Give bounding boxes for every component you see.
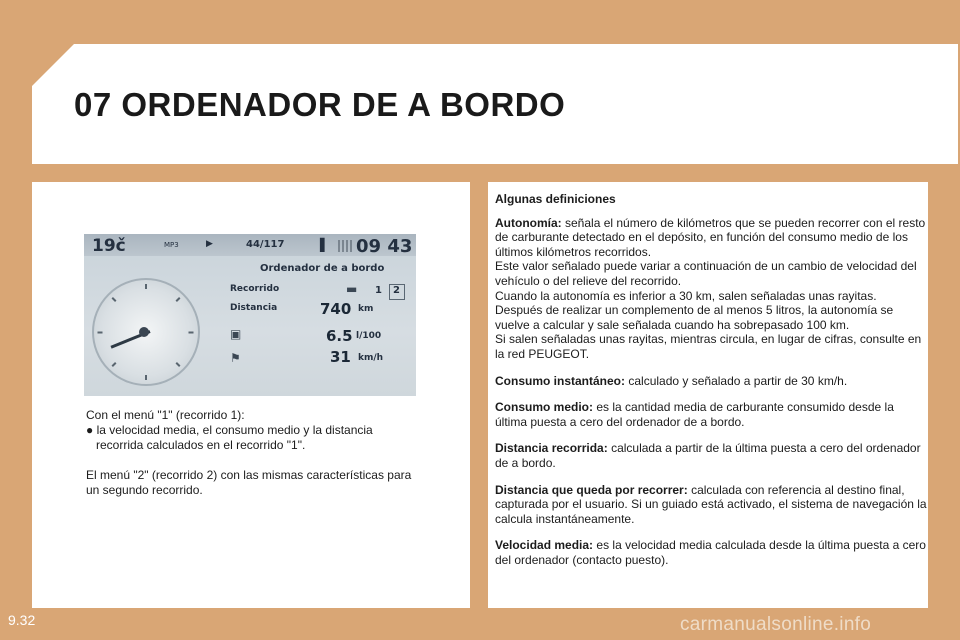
left-text-block: [86, 408, 416, 498]
menu-1-intro: Con el menú "1" (recorrido 1):: [86, 408, 245, 422]
speed-value: 31: [330, 348, 351, 366]
phone-icon: ▌: [320, 238, 330, 252]
autonomia-text-2: Este valor señalado puede variar a continuación de un cambio de velocidad del vehículo o del relieve del recorrido.: [495, 259, 917, 288]
trip-1-indicator: 1: [375, 285, 382, 296]
distance-unit: km: [358, 304, 374, 314]
page-title: 07 ORDENADOR DE A BORDO: [74, 86, 566, 123]
temperature-readout: 19č: [92, 236, 126, 256]
play-icon: ▶: [206, 239, 213, 249]
definitions-heading: Algunas definiciones: [495, 192, 616, 206]
velocidad-media-text: es la velocidad media calculada desde la última puesta a cero del ordenador (contacto puesto).: [495, 538, 926, 567]
page-number: 9.32: [8, 612, 36, 628]
distancia-recorrida-definition: [495, 441, 927, 470]
dial-gauge-icon: [92, 278, 200, 386]
distancia-queda-text: calculada con referencia al destino final, capturada por el usuario. Si un guiado está activado, el sistema de navegación la calcula instantáneamente.: [495, 482, 927, 526]
velocidad-media-definition: [495, 538, 927, 567]
track-counter: 44/117: [246, 239, 285, 250]
consumo-instantaneo-definition: [495, 374, 927, 389]
recorrido-label: Recorrido: [230, 284, 280, 294]
consumo-medio-term: Consumo medio:: [495, 400, 593, 415]
distancia-recorrida-text: calculada a partir de la última puesta a cero del ordenador de a bordo.: [495, 441, 921, 470]
autonomia-text-4: Si salen señaladas unas rayitas, mientras circula, en lugar de cifras, consulte en la red PEUGEOT.: [495, 332, 922, 361]
mp3-label: MP3: [164, 241, 179, 249]
menu-2-paragraph: El menú "2" (recorrido 2) con las mismas características para un segundo recorrido.: [86, 468, 412, 497]
signal-icon: [338, 240, 354, 252]
checkered-flag-icon: ⚑: [230, 351, 241, 365]
menu-1-bullet: ● la velocidad media, el consumo medio y la distancia recorrida calculados en el recorrido "1".: [86, 423, 373, 452]
distancia-queda-definition: [495, 483, 927, 527]
speed-unit: km/h: [358, 353, 384, 363]
distancia-recorrida-term: Distancia recorrida:: [495, 441, 608, 456]
autonomia-text-1: señala el número de kilómetros que se pueden recorrer con el resto de carburante detectado en el depósito, en función del consumo medio de los últimos kilómetros recorridos.: [495, 215, 926, 259]
fuel-icon: ▣: [230, 327, 242, 341]
velocidad-media-term: Velocidad media:: [495, 538, 594, 553]
autonomia-definition: [495, 216, 927, 362]
autonomia-text-3: Cuando la autonomía es inferior a 30 km, salen señaladas unas rayitas. Después de realizar un complemento de al menos 5 litros, la autonomía se vuelve a calcular y sale señalada cuando ha sobrepasado 100 km.: [495, 288, 894, 332]
trip-2-indicator: 2: [393, 285, 400, 296]
consumo-medio-definition: [495, 400, 927, 429]
watermark: carmanualsonline.info: [680, 614, 872, 635]
consumption-unit: l/100: [356, 331, 382, 341]
clock-readout: 09 43: [356, 236, 413, 257]
consumption-value: 6.5: [326, 327, 353, 345]
autonomia-term: Autonomía:: [495, 215, 562, 230]
distancia-queda-term: Distancia que queda por recorrer:: [495, 482, 688, 497]
definitions-block: [495, 192, 927, 579]
trip-computer-display: [84, 234, 416, 396]
distance-value: 740: [320, 300, 352, 318]
fuel-pump-icon: ▬: [346, 282, 358, 296]
distancia-label: Distancia: [230, 303, 278, 313]
gauge-hub: [139, 327, 149, 337]
consumo-instantaneo-term: Consumo instantáneo:: [495, 373, 626, 388]
trip-computer-title: Ordenador de a bordo: [260, 263, 385, 274]
consumo-instantaneo-text: calculado y señalado a partir de 30 km/h.: [628, 373, 848, 388]
consumo-medio-text: es la cantidad media de carburante consumido desde la última puesta a cero del ordenador de a bordo.: [495, 400, 894, 429]
